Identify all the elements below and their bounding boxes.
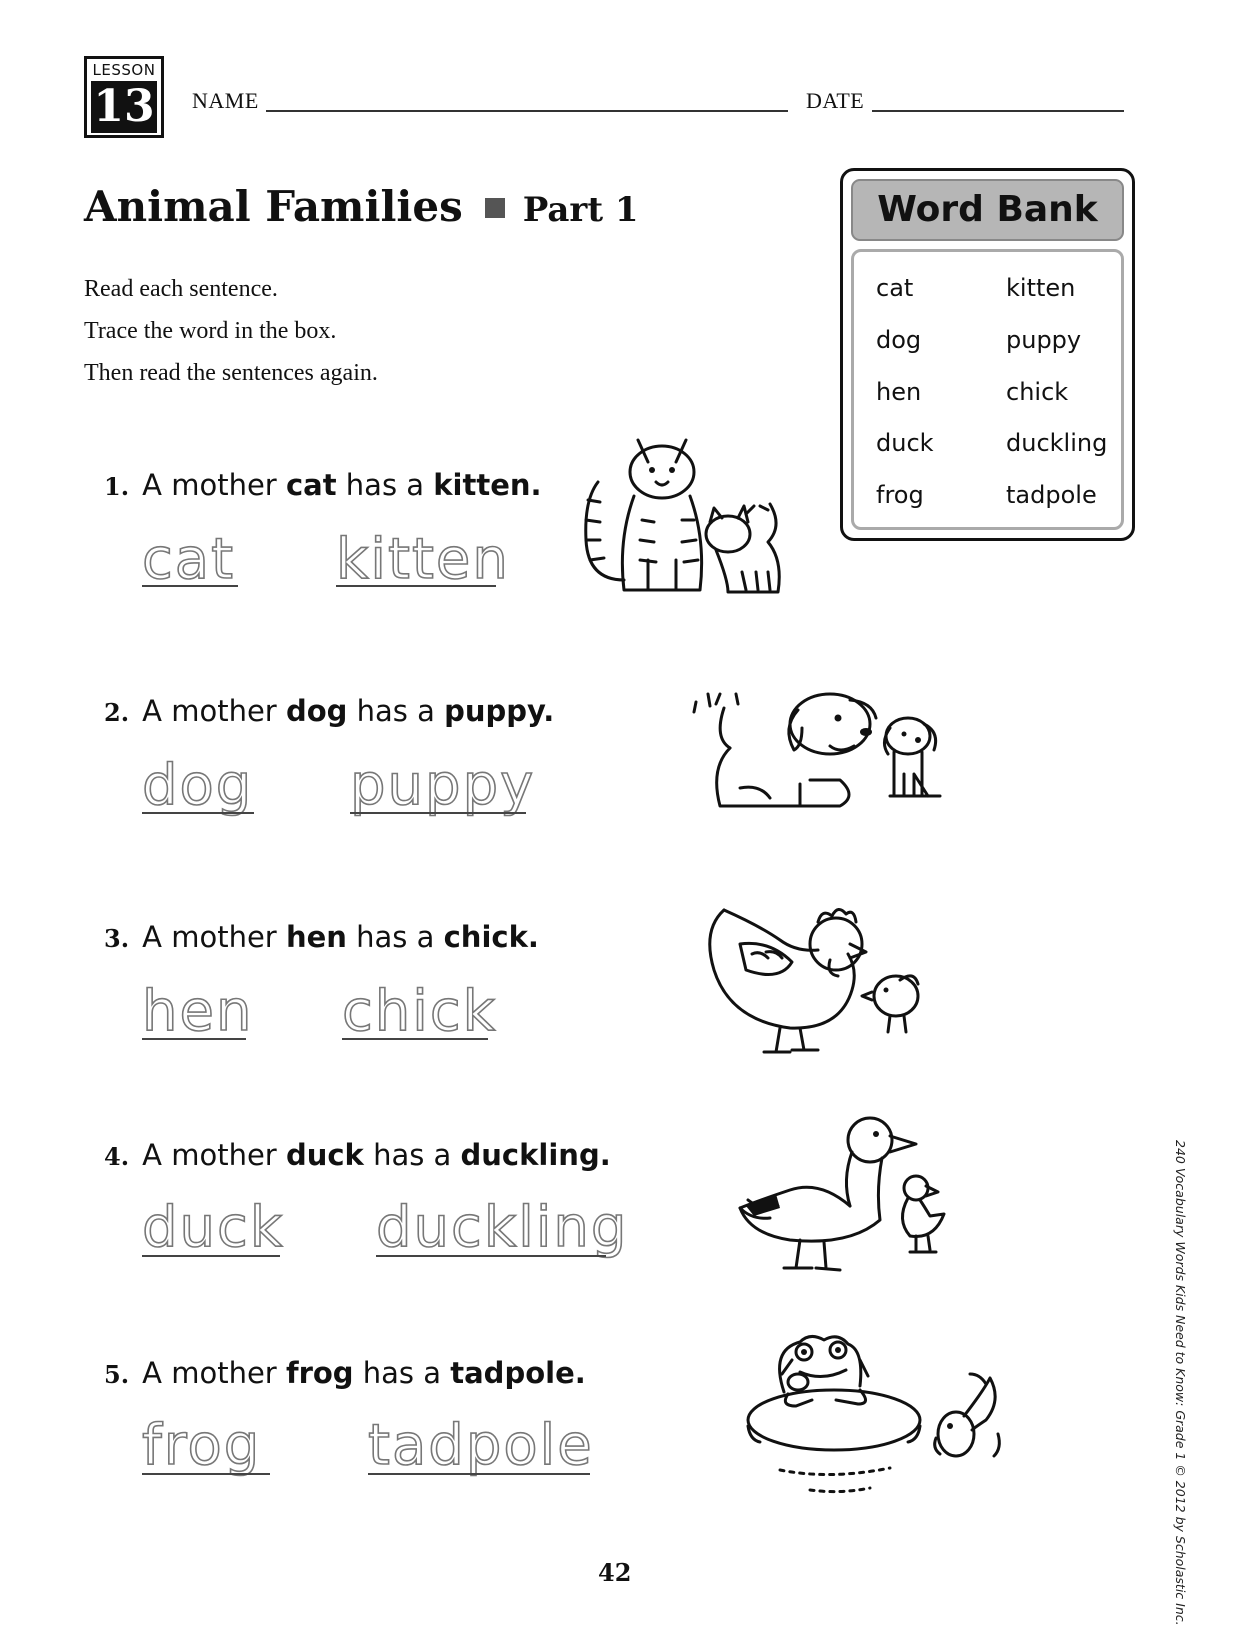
title-separator-square	[485, 198, 505, 218]
item-number: 2.	[104, 698, 130, 727]
trace-word[interactable]: tadpole	[368, 1413, 594, 1478]
trace-baseline	[142, 1038, 246, 1040]
cat-and-kitten-icon	[578, 430, 798, 600]
word-bank-word: dog	[876, 326, 922, 354]
word-bank-word: hen	[876, 378, 922, 406]
word-bank-word: tadpole	[1006, 481, 1097, 509]
word-bank-word: cat	[876, 274, 914, 302]
page-number: 42	[598, 1558, 632, 1587]
item-number: 3.	[104, 924, 130, 953]
name-line[interactable]	[266, 110, 788, 112]
trace-word[interactable]: chick	[342, 979, 498, 1044]
child-word: tadpole	[450, 1356, 575, 1390]
item-number: 1.	[104, 472, 130, 501]
trace-word[interactable]: duckling	[376, 1195, 629, 1260]
lesson-number: 13	[91, 81, 157, 133]
trace-word[interactable]: hen	[142, 979, 254, 1044]
sentence-end: .	[574, 1356, 586, 1390]
date-line[interactable]	[872, 110, 1124, 112]
sentence-prefix: A mother	[142, 694, 277, 728]
frog-and-tadpole-icon	[740, 1330, 1030, 1510]
page-title	[84, 182, 639, 231]
sentence-middle: has a	[356, 920, 435, 954]
sentence-end: .	[599, 1138, 611, 1172]
word-bank-word: kitten	[1006, 274, 1076, 302]
word-bank-header	[851, 179, 1124, 241]
child-word: duckling	[460, 1138, 600, 1172]
sentence-prefix: A mother	[142, 920, 277, 954]
parent-word: hen	[285, 920, 347, 954]
parent-word: dog	[285, 694, 348, 728]
duck-and-duckling-icon	[730, 1110, 960, 1280]
sentence-item-4	[104, 1138, 611, 1172]
child-word: chick	[443, 920, 528, 954]
lesson-badge	[84, 56, 164, 138]
trace-baseline	[376, 1255, 606, 1257]
sentence-end: .	[530, 468, 542, 502]
instruction-line: Trace the word in the box.	[84, 318, 337, 344]
item-number: 5.	[104, 1360, 130, 1389]
trace-baseline	[142, 1473, 270, 1475]
sentence-middle: has a	[356, 694, 435, 728]
word-bank-list	[851, 249, 1124, 530]
title-part: Part 1	[522, 190, 639, 230]
sentence-prefix: A mother	[142, 1356, 277, 1390]
date-label: DATE	[806, 88, 865, 113]
word-bank-title: Word Bank	[877, 189, 1098, 230]
word-bank-word: duck	[876, 429, 934, 457]
trace-baseline	[142, 812, 254, 814]
dog-and-puppy-icon	[690, 688, 960, 818]
sentence-middle: has a	[345, 468, 425, 502]
parent-word: frog	[285, 1356, 354, 1390]
item-number: 4.	[104, 1142, 130, 1171]
sentence-prefix: A mother	[142, 1138, 277, 1172]
word-bank-word: puppy	[1006, 326, 1082, 354]
trace-baseline	[336, 585, 496, 587]
sentence-item-5	[104, 1356, 586, 1390]
trace-baseline	[142, 1255, 280, 1257]
hen-and-chick-icon	[700, 900, 950, 1060]
sentence-middle: has a	[373, 1138, 452, 1172]
name-label: NAME	[192, 88, 259, 113]
instruction-line: Then read the sentences again.	[84, 360, 378, 386]
sentence-prefix: A mother	[142, 468, 277, 502]
sentence-item-2	[104, 694, 554, 728]
child-word: puppy	[444, 694, 544, 728]
sentence-middle: has a	[362, 1356, 442, 1390]
sentence-item-1	[104, 468, 542, 502]
trace-word[interactable]: puppy	[350, 753, 536, 818]
lesson-label: LESSON	[92, 61, 156, 79]
trace-word[interactable]: frog	[142, 1413, 262, 1478]
trace-baseline	[368, 1473, 590, 1475]
trace-baseline	[142, 585, 238, 587]
copyright-notice: 240 Vocabulary Words Kids Need to Know: Grade 1 © 2012 by Scholastic Inc.	[1173, 1140, 1188, 1626]
word-bank-word: frog	[876, 481, 924, 509]
word-bank-word: duckling	[1006, 429, 1108, 457]
trace-baseline	[342, 1038, 488, 1040]
parent-word: duck	[285, 1138, 364, 1172]
sentence-item-3	[104, 920, 539, 954]
child-word: kitten	[433, 468, 531, 502]
trace-word[interactable]: kitten	[336, 527, 510, 592]
title-main: Animal Families	[84, 182, 463, 231]
word-bank	[840, 168, 1135, 541]
parent-word: cat	[285, 468, 337, 502]
trace-word[interactable]: dog	[142, 753, 254, 818]
trace-word[interactable]: cat	[142, 527, 236, 592]
word-bank-word: chick	[1006, 378, 1069, 406]
instruction-line: Read each sentence.	[84, 276, 278, 302]
trace-word[interactable]: duck	[142, 1195, 285, 1260]
sentence-end: .	[527, 920, 539, 954]
trace-baseline	[350, 812, 526, 814]
sentence-end: .	[543, 694, 555, 728]
